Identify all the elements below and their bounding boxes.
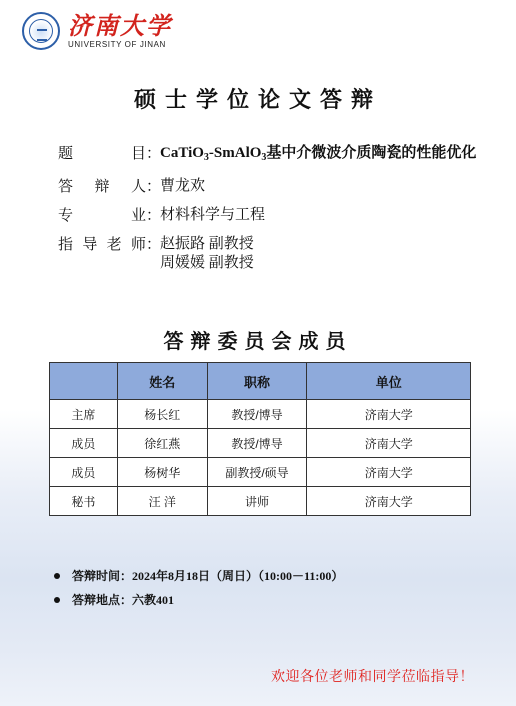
advisor-row: 指 导 老 师 ： 赵振路 副教授 周媛媛 副教授 [58, 235, 488, 273]
header-title: 职称 [207, 363, 307, 400]
header-role [50, 363, 118, 400]
university-name-cn: 济南大学 [68, 11, 172, 40]
major-row: 专 业 ： 材料科学与工程 [58, 206, 488, 225]
name-cell: 杨长红 [117, 400, 207, 429]
welcome-message: 欢迎各位老师和同学莅临指导！ [271, 669, 474, 685]
advisor-1: 赵振路 副教授 [160, 236, 254, 252]
committee-title: 答辩委员会成员 [163, 329, 353, 353]
table-row [50, 487, 471, 516]
advisor-2: 周媛媛 副教授 [160, 255, 254, 271]
unit-cell: 济南大学 [307, 429, 471, 458]
role-cell: 成员 [50, 429, 118, 458]
university-logo [22, 12, 172, 50]
defender-row: 答 辩 人 ： 曹龙欢 [58, 177, 488, 196]
topic-value: CaTiO$_3$-SmAlO$_3$基中介微波介质陶瓷的性能优化 [160, 145, 477, 163]
role-cell: 成员 [50, 458, 118, 487]
defender-name: 曹龙欢 [160, 178, 206, 194]
bullet-icon [54, 573, 60, 579]
role-cell: 秘书 [50, 487, 118, 516]
advisor-list [160, 235, 488, 273]
bullet-icon [54, 597, 60, 603]
defense-place: 答辩地点：六教401 [72, 593, 175, 607]
defense-time: 答辩时间：2024年8月18日（周日）（10:00－11:00） [72, 569, 344, 583]
major-label: 专 业 [58, 206, 146, 224]
name-cell: 徐红燕 [117, 429, 207, 458]
advisor-label: 指 导 老 师 [58, 235, 146, 253]
page-title: 硕士学位论文答辩 [133, 88, 382, 113]
time-item [54, 568, 343, 584]
header-unit: 单位 [307, 363, 471, 400]
unit-cell: 济南大学 [307, 458, 471, 487]
title-cell: 教授/博导 [207, 400, 307, 429]
unit-cell: 济南大学 [307, 400, 471, 429]
title-cell: 教授/博导 [207, 429, 307, 458]
defense-info [58, 144, 488, 283]
major-value: 材料科学与工程 [160, 207, 266, 223]
name-cell: 杨树华 [117, 458, 207, 487]
title-cell: 讲师 [207, 487, 307, 516]
university-seal-icon [22, 12, 60, 50]
place-item [54, 592, 343, 608]
committee-table [49, 362, 471, 516]
defender-label: 答 辩 人 [58, 177, 146, 195]
logo-text [68, 12, 172, 50]
title-cell: 副教授/硕导 [207, 458, 307, 487]
header-name: 姓名 [117, 363, 207, 400]
name-cell: 汪 洋 [117, 487, 207, 516]
unit-cell: 济南大学 [307, 487, 471, 516]
table-row [50, 429, 471, 458]
defense-details [54, 568, 343, 616]
university-name-en: UNIVERSITY OF JINAN [68, 40, 166, 49]
topic-label: 题 目 [58, 144, 146, 162]
table-row [50, 458, 471, 487]
table-row [50, 400, 471, 429]
topic-row: 题 目 ： CaTiO$_3$-SmAlO$_3$基中介微波介质陶瓷的性能优化 [58, 144, 488, 167]
role-cell: 主席 [50, 400, 118, 429]
table-header-row [50, 363, 471, 400]
